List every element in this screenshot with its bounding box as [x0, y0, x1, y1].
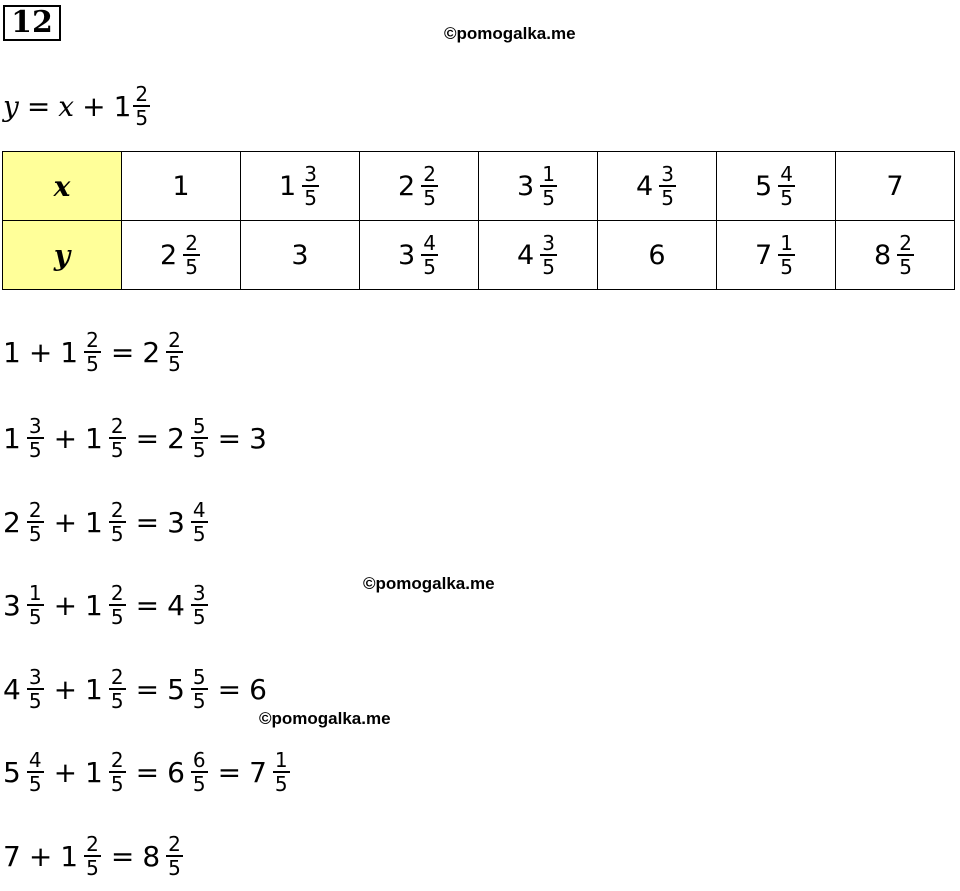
whole-part: 7	[755, 239, 773, 271]
whole-part: 1	[60, 335, 79, 369]
whole-part: 5	[167, 672, 185, 706]
fraction	[778, 232, 795, 278]
numerator: 5	[192, 414, 206, 438]
whole-part: 1	[3, 335, 21, 369]
whole-part: 1	[85, 505, 103, 539]
whole-part: 6	[249, 672, 267, 706]
plus-sign: +	[53, 672, 78, 706]
fraction	[27, 666, 44, 712]
denominator: 5	[192, 522, 206, 546]
fraction	[84, 329, 101, 375]
mixed-number	[160, 232, 202, 278]
whole-part: 2	[398, 170, 416, 202]
y-value-cell	[241, 221, 360, 290]
fraction	[897, 232, 914, 278]
mixed-number	[517, 232, 559, 278]
numerator: 1	[542, 162, 555, 186]
numerator: 2	[423, 162, 436, 186]
fraction	[191, 749, 208, 795]
numerator: 1	[780, 231, 793, 255]
numerator: 2	[110, 414, 124, 438]
numerator: 3	[28, 414, 42, 438]
calculation-line	[3, 744, 292, 800]
denominator: 5	[304, 186, 317, 210]
plus-sign: +	[28, 839, 53, 873]
watermark: ©pomogalka.me	[363, 574, 495, 593]
y-row	[3, 221, 955, 290]
whole-part: 1	[172, 170, 190, 202]
y-value-cell	[717, 221, 836, 290]
formula-var: x	[58, 89, 75, 123]
whole-part: 3	[398, 239, 416, 271]
mixed-number	[3, 840, 21, 873]
mixed-number	[291, 240, 308, 271]
mixed-number	[398, 232, 440, 278]
numerator: 4	[192, 498, 206, 522]
fraction	[659, 163, 676, 209]
fraction	[27, 499, 44, 545]
mixed-number	[279, 163, 321, 209]
plus-sign: +	[53, 755, 78, 789]
mixed-number	[3, 666, 46, 712]
fraction	[183, 232, 200, 278]
whole-part: 4	[167, 588, 185, 622]
y-value-cell	[360, 221, 479, 290]
whole-part: 3	[291, 239, 309, 271]
numerator: 3	[542, 231, 555, 255]
equals-sign: =	[135, 755, 160, 789]
y-value-cell	[479, 221, 598, 290]
denominator: 5	[274, 772, 288, 796]
fraction	[27, 749, 44, 795]
fraction	[421, 232, 438, 278]
denominator: 5	[28, 689, 42, 713]
fraction	[778, 163, 795, 209]
mixed-number	[167, 415, 210, 461]
fraction	[109, 666, 126, 712]
whole-part: 2	[3, 505, 21, 539]
mixed-number	[60, 833, 103, 879]
numerator: 4	[28, 748, 42, 772]
calculation-line	[3, 324, 185, 380]
denominator: 5	[542, 186, 555, 210]
denominator: 5	[780, 186, 793, 210]
equals-sign: =	[135, 505, 160, 539]
whole-part: 7	[3, 839, 21, 873]
y-value-cell	[836, 221, 955, 290]
problem-number: 12	[3, 5, 61, 41]
mixed-number	[172, 171, 189, 202]
plus-sign: +	[53, 588, 78, 622]
calculation-line	[3, 828, 185, 884]
whole-part: 3	[517, 170, 535, 202]
whole-part: 1	[60, 839, 79, 873]
numerator: 2	[110, 748, 124, 772]
mixed-number	[167, 499, 210, 545]
mixed-number	[755, 163, 797, 209]
fraction	[191, 499, 208, 545]
whole-part: 8	[874, 239, 892, 271]
whole-part: 4	[636, 170, 654, 202]
denominator: 5	[86, 856, 99, 880]
denominator: 5	[28, 438, 42, 462]
plus-sign: +	[28, 335, 53, 369]
equals-sign: =	[217, 672, 242, 706]
formula-fraction	[133, 83, 150, 129]
x-value-cell	[836, 152, 955, 221]
y-value-cell	[598, 221, 717, 290]
mixed-number	[142, 833, 185, 879]
denominator: 5	[899, 255, 912, 279]
denominator: 5	[423, 186, 436, 210]
calculation-line	[3, 410, 267, 466]
denominator: 5	[542, 255, 555, 279]
numerator: 3	[661, 162, 674, 186]
mixed-number	[874, 232, 916, 278]
mixed-number	[249, 749, 292, 795]
mixed-number	[249, 422, 267, 455]
x-row	[3, 152, 955, 221]
denominator: 5	[168, 352, 181, 376]
x-value-cell	[598, 152, 717, 221]
mixed-number	[85, 582, 128, 628]
fraction	[27, 415, 44, 461]
mixed-number	[85, 666, 128, 712]
numerator: 2	[110, 581, 124, 605]
denominator: 5	[28, 522, 42, 546]
value-table	[2, 151, 955, 290]
denominator: 5	[192, 438, 206, 462]
mixed-number	[3, 415, 46, 461]
watermark: ©pomogalka.me	[259, 709, 391, 728]
mixed-number	[167, 666, 210, 712]
whole-part: 1	[3, 421, 21, 455]
denominator: 5	[780, 255, 793, 279]
fraction	[540, 163, 557, 209]
x-value-cell	[717, 152, 836, 221]
equals-sign: =	[135, 588, 160, 622]
fraction	[191, 666, 208, 712]
formula-plus: +	[82, 89, 106, 123]
numerator: 2	[185, 231, 198, 255]
mixed-number	[167, 582, 210, 628]
numerator: 1	[274, 748, 288, 772]
equals-sign: =	[110, 839, 135, 873]
calculation-line	[3, 661, 267, 717]
formula-denominator: 5	[135, 106, 149, 130]
numerator: 1	[28, 581, 42, 605]
denominator: 5	[168, 856, 181, 880]
function-formula	[3, 78, 152, 134]
whole-part: 4	[3, 672, 21, 706]
mixed-number	[85, 499, 128, 545]
whole-part: 1	[85, 755, 103, 789]
denominator: 5	[28, 772, 42, 796]
denominator: 5	[110, 438, 124, 462]
fraction	[166, 833, 183, 879]
denominator: 5	[185, 255, 198, 279]
whole-part: 3	[167, 505, 185, 539]
mixed-number	[142, 329, 185, 375]
whole-part: 3	[3, 588, 21, 622]
fraction	[109, 582, 126, 628]
denominator: 5	[110, 689, 124, 713]
x-value-cell	[122, 152, 241, 221]
mixed-number	[85, 415, 128, 461]
formula-lhs: y	[3, 89, 19, 123]
mixed-number	[85, 749, 128, 795]
denominator: 5	[86, 352, 99, 376]
denominator: 5	[110, 605, 124, 629]
numerator: 2	[110, 665, 124, 689]
formula-numerator: 2	[135, 82, 149, 106]
fraction	[166, 329, 183, 375]
mixed-number	[167, 749, 210, 795]
mixed-number	[3, 499, 46, 545]
fraction	[109, 499, 126, 545]
mixed-number	[60, 329, 103, 375]
whole-part: 7	[886, 170, 904, 202]
whole-part: 2	[160, 239, 178, 271]
mixed-number	[3, 582, 46, 628]
equals-sign: =	[217, 755, 242, 789]
fraction	[421, 163, 438, 209]
numerator: 2	[86, 832, 99, 856]
plus-sign: +	[53, 505, 78, 539]
numerator: 2	[168, 832, 181, 856]
denominator: 5	[423, 255, 436, 279]
numerator: 3	[192, 581, 206, 605]
calculation-line	[3, 577, 210, 633]
fraction	[191, 415, 208, 461]
fraction	[191, 582, 208, 628]
x-value-cell	[241, 152, 360, 221]
fraction	[27, 582, 44, 628]
mixed-number	[886, 171, 903, 202]
whole-part: 1	[85, 421, 103, 455]
numerator: 2	[86, 328, 99, 352]
whole-part: 8	[142, 839, 161, 873]
denominator: 5	[110, 772, 124, 796]
equals-sign: =	[135, 421, 160, 455]
numerator: 3	[304, 162, 317, 186]
mixed-number	[249, 673, 267, 706]
numerator: 2	[110, 498, 124, 522]
whole-part: 3	[249, 421, 267, 455]
numerator: 2	[899, 231, 912, 255]
whole-part: 5	[755, 170, 773, 202]
calculation-line	[3, 494, 210, 550]
whole-part: 6	[167, 755, 185, 789]
numerator: 5	[192, 665, 206, 689]
whole-part: 1	[279, 170, 297, 202]
fraction	[273, 749, 290, 795]
whole-part: 7	[249, 755, 267, 789]
equals-sign: =	[110, 335, 135, 369]
whole-part: 2	[142, 335, 161, 369]
mixed-number	[755, 232, 797, 278]
formula-equals: =	[26, 89, 51, 123]
fraction	[109, 415, 126, 461]
denominator: 5	[192, 772, 206, 796]
plus-sign: +	[53, 421, 78, 455]
numerator: 2	[168, 328, 181, 352]
mixed-number	[3, 749, 46, 795]
whole-part: 5	[3, 755, 21, 789]
mixed-number	[398, 163, 440, 209]
numerator: 6	[192, 748, 206, 772]
fraction	[302, 163, 319, 209]
x-header: x	[3, 152, 122, 221]
whole-part: 2	[167, 421, 185, 455]
denominator: 5	[192, 605, 206, 629]
watermark: ©pomogalka.me	[444, 24, 576, 43]
denominator: 5	[28, 605, 42, 629]
fraction	[540, 232, 557, 278]
numerator: 3	[28, 665, 42, 689]
mixed-number	[3, 336, 21, 369]
x-value-cell	[479, 152, 598, 221]
formula-whole: 1	[113, 89, 132, 123]
y-header: y	[3, 221, 122, 290]
denominator: 5	[661, 186, 674, 210]
whole-part: 6	[648, 239, 666, 271]
whole-part: 1	[85, 672, 103, 706]
y-value-cell	[122, 221, 241, 290]
equals-sign: =	[135, 672, 160, 706]
numerator: 4	[423, 231, 436, 255]
mixed-number	[636, 163, 678, 209]
mixed-number	[517, 163, 559, 209]
fraction	[84, 833, 101, 879]
denominator: 5	[110, 522, 124, 546]
x-value-cell	[360, 152, 479, 221]
mixed-number	[648, 240, 665, 271]
equals-sign: =	[217, 421, 242, 455]
denominator: 5	[192, 689, 206, 713]
numerator: 4	[780, 162, 793, 186]
fraction	[109, 749, 126, 795]
whole-part: 1	[85, 588, 103, 622]
whole-part: 4	[517, 239, 535, 271]
numerator: 2	[28, 498, 42, 522]
